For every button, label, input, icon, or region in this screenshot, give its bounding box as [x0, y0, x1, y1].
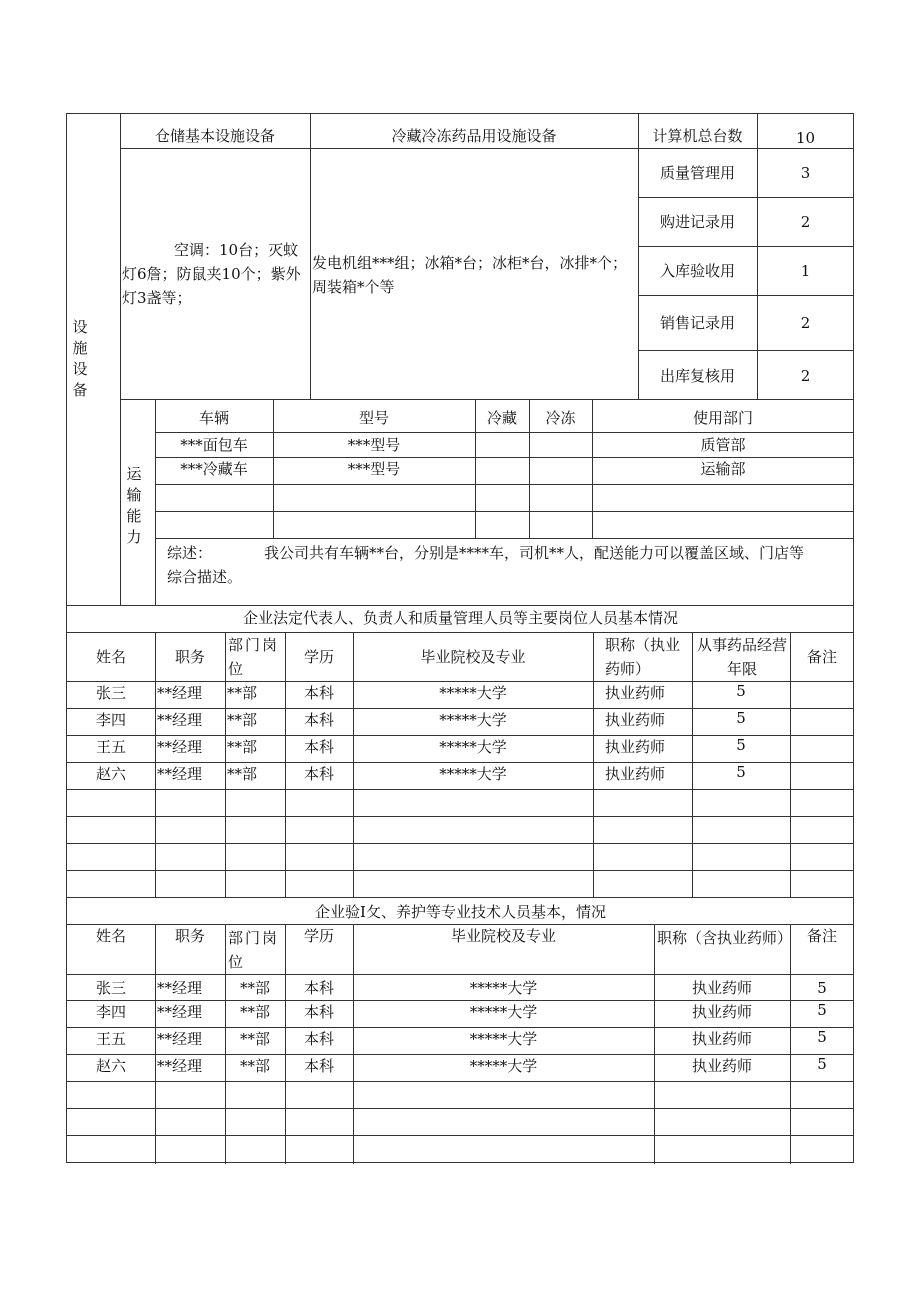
- tech-title: **经理: [157, 1030, 203, 1048]
- tech-school: *****大学: [469, 1057, 538, 1075]
- tech-education: 本科: [303, 1003, 334, 1021]
- facility-side-label: 设施设备: [72, 318, 88, 399]
- tech-qualification: 执业药师: [691, 1030, 752, 1048]
- transport-header: 冷藏: [486, 409, 517, 427]
- key-header: 职称（执业药师）: [605, 636, 681, 678]
- summary-label: 综述：: [167, 544, 213, 562]
- key-header: 职务: [174, 648, 205, 666]
- key-school: *****大学: [439, 684, 507, 702]
- computer-use-label: 质量管理用: [659, 164, 735, 182]
- tech-department: **部: [239, 1003, 270, 1021]
- tech-title: **经理: [157, 979, 203, 997]
- computer-use-count: 2: [800, 367, 811, 385]
- tech-header: 学历: [303, 927, 334, 945]
- key-name: 赵六: [95, 765, 126, 783]
- key-personnel-title: 企业法定代表人、负责人和质量管理人员等主要岗位人员基本情况: [242, 609, 678, 627]
- storage-header: 仓储基本设施设备: [154, 127, 275, 145]
- key-school: *****大学: [439, 738, 507, 756]
- key-department: **部: [227, 765, 258, 783]
- key-qualification: 执业药师: [605, 738, 666, 756]
- summary-text: 我公司共有车辆**台，分别是****车，司机**人，配送能力可以覆盖区域、门店等综合描述。: [167, 544, 805, 586]
- key-name: 王五: [95, 738, 126, 756]
- key-header: 毕业院校及专业: [420, 648, 526, 666]
- key-header: 从事药品经营年限: [696, 636, 787, 678]
- key-name: 李四: [95, 711, 126, 729]
- key-years: 5: [736, 709, 746, 727]
- key-title: **经理: [157, 711, 203, 729]
- key-qualification: 执业药师: [605, 711, 666, 729]
- tech-department: **部: [239, 1057, 270, 1075]
- key-education: 本科: [303, 684, 334, 702]
- cold-equipment-text: 发电机组***组；冰箱*台；冰柜*台，冰排*个；周装箱*个等: [312, 254, 628, 296]
- tech-education: 本科: [303, 1057, 334, 1075]
- tech-name: 张三: [95, 979, 126, 997]
- key-department: **部: [227, 711, 258, 729]
- tech-education: 本科: [303, 979, 334, 997]
- transport-header: 使用部门: [692, 409, 753, 427]
- facility-personnel-form: [66, 113, 854, 1163]
- key-title: **经理: [157, 738, 203, 756]
- computer-use-label: 入库验收用: [659, 262, 735, 280]
- key-department: **部: [227, 684, 258, 702]
- tech-school: *****大学: [469, 1003, 538, 1021]
- key-school: *****大学: [439, 711, 507, 729]
- key-title: **经理: [157, 684, 203, 702]
- transport-header: 型号: [358, 409, 389, 427]
- tech-school: *****大学: [469, 1030, 538, 1048]
- tech-school: *****大学: [469, 979, 538, 997]
- key-header: 备注: [806, 648, 837, 666]
- vehicle-model: ***型号: [347, 460, 401, 478]
- tech-name: 李四: [95, 1003, 126, 1021]
- tech-header: 部门岗位: [228, 929, 280, 971]
- key-years: 5: [736, 736, 746, 754]
- tech-header: 职务: [174, 927, 205, 945]
- tech-name: 王五: [95, 1030, 126, 1048]
- key-years: 5: [736, 763, 746, 781]
- transport-side-label: 运输能力: [126, 465, 142, 546]
- tech-header: 备注: [806, 927, 837, 945]
- computer-use-label: 购进记录用: [659, 213, 735, 231]
- tech-name: 赵六: [95, 1057, 126, 1075]
- tech-title: **经理: [157, 1003, 203, 1021]
- tech-title: **经理: [157, 1057, 203, 1075]
- tech-personnel-title: 企业验I攵、养护等专业技术人员基本，情况: [315, 903, 606, 921]
- key-education: 本科: [303, 711, 334, 729]
- computer-use-count: 1: [800, 262, 811, 280]
- key-qualification: 执业药师: [605, 684, 666, 702]
- vehicle-department: 运输部: [700, 460, 746, 478]
- computer-use-count: 3: [800, 164, 811, 182]
- key-header: 学历: [303, 648, 334, 666]
- tech-header: 姓名: [95, 927, 126, 945]
- tech-department: **部: [239, 979, 270, 997]
- computer-use-count: 2: [800, 314, 811, 332]
- key-years: 5: [736, 682, 746, 700]
- key-name: 张三: [95, 684, 126, 702]
- tech-education: 本科: [303, 1030, 334, 1048]
- computer-use-count: 2: [800, 213, 811, 231]
- computer-use-label: 出库复核用: [659, 367, 735, 385]
- tech-remark: 5: [817, 1055, 827, 1073]
- tech-qualification: 执业药师: [691, 1003, 752, 1021]
- tech-remark: 5: [817, 979, 827, 997]
- vehicle-model: ***型号: [347, 436, 401, 454]
- tech-remark: 5: [817, 1028, 827, 1046]
- vehicle-department: 质管部: [700, 436, 746, 454]
- computer-header: 计算机总台数: [652, 127, 743, 145]
- transport-summary: [167, 541, 807, 589]
- tech-qualification: 执业药师: [691, 1057, 752, 1075]
- cold-header: 冷藏冷冻药品用设施设备: [391, 127, 557, 145]
- computer-total: 10: [795, 129, 816, 147]
- storage-equipment-text: 空调：10台；灭蚊灯6詹；防鼠夹10个；紫外灯3盏等；: [122, 241, 301, 307]
- tech-remark: 5: [817, 1001, 827, 1019]
- key-education: 本科: [303, 765, 334, 783]
- key-department: **部: [227, 738, 258, 756]
- vehicle-name: ***面包车: [180, 436, 248, 454]
- tech-qualification: 执业药师: [691, 979, 752, 997]
- tech-department: **部: [239, 1030, 270, 1048]
- key-education: 本科: [303, 738, 334, 756]
- key-title: **经理: [157, 765, 203, 783]
- tech-header: 毕业院校及专业: [450, 927, 556, 945]
- key-header: 部门岗位: [228, 636, 280, 678]
- vehicle-name: ***冷藏车: [180, 460, 248, 478]
- transport-header: 车辆: [198, 409, 229, 427]
- key-school: *****大学: [439, 765, 507, 783]
- key-qualification: 执业药师: [605, 765, 666, 783]
- key-header: 姓名: [95, 648, 126, 666]
- tech-header: 职称（含执业药师）: [657, 929, 793, 947]
- transport-header: 冷冻: [545, 409, 576, 427]
- computer-use-label: 销售记录用: [659, 314, 735, 332]
